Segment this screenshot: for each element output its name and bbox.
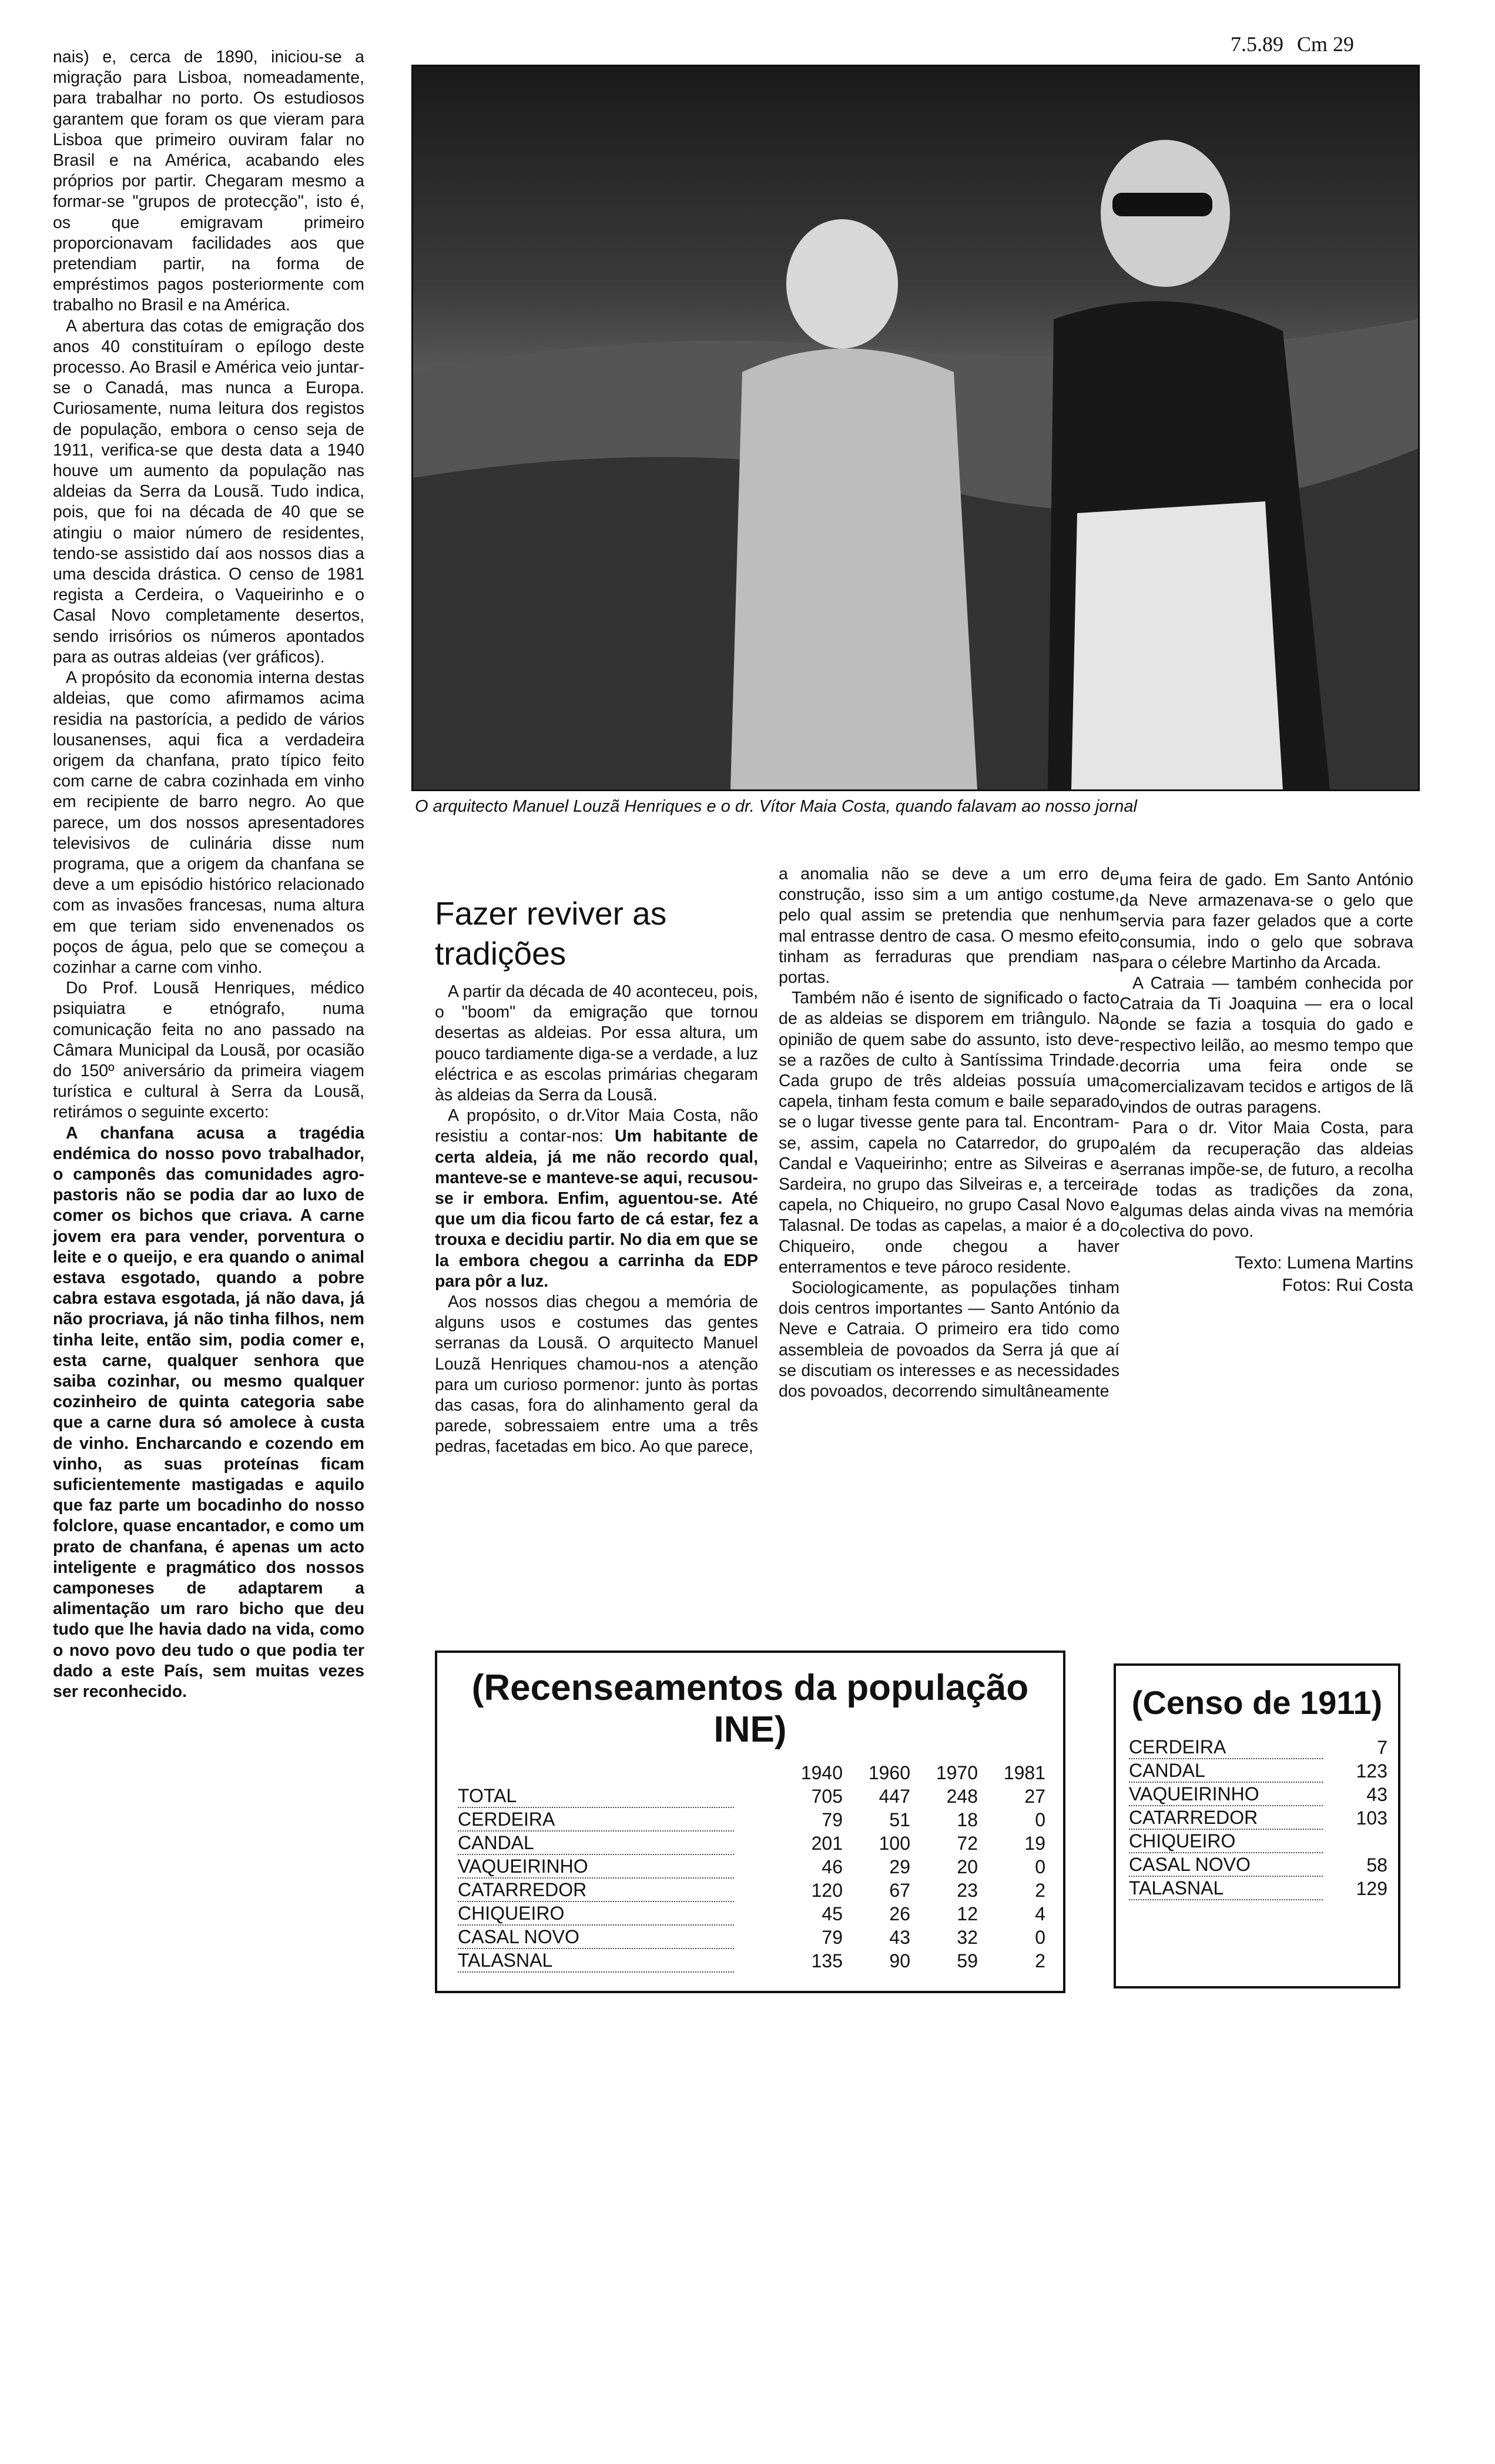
col1-paragraph-3: A propósito da economia interna destas aldeias, que como afirmamos acima residia na pastorícia, a pedido de vários lousanenses, aqui fica a verdadeira origem da chanfana, prato típico feito com carne de cabra cozinhada em vinho em recipiente de barro negro. Ao que parece, um dos nossos apresentadores televisivos de culinária disse num programa, que a origem da chanfana se deve a um episódio histórico relacionado com as invasões francesas, numa altura em que teriam sido envenenados os poços de água, pelo que se começou a cozinhar a carne com vinho. (53, 668, 364, 977)
credit-text: Texto: Lumena Martins (1235, 1253, 1413, 1273)
census-ine-title: (Recenseamentos da população INE) (471, 1668, 1029, 1750)
col1-paragraph-2: A abertura das cotas de emigração dos anos 40 constituíram o epílogo deste processo. Ao Brasil e América veio juntar-se o Canadá, mas nunca a Europa. Curiosamente, numa leitura dos registos de população, embora o censo seja de 1911, verifica-se que desta data a 1940 houve um aumento da população nas aldeias da Serra da Lousã. Tudo indica, pois, que foi na década de 40 que se atingiu o maior número de residentes, tendo-se assistido daí aos nossos dias a uma descida drástica. O censo de 1981 regista a Cerdeira, o Vaqueirinho e o Casal Novo completamente desertos, sendo irrisórios os números apontados para as outras aldeias (ver gráficos). (53, 316, 364, 667)
col1-quote: A chanfana acusa a tragédia endémica do nosso povo trabalhador, o camponês das comunidades agro-pastoris não se podia dar ao luxo de comer os bichos que criava. A carne jovem era para vender, porventura o leite e o queijo, e era quando o animal estava esgotado, quando a pobre cabra estava esgotada, já não dava, já não procriava, já não tinha filhos, nem tinha leite, então sim, podia comer e, esta carne, qualquer senhora que saiba cozinhar, ou mesmo qualquer cozinheiro de quinta categoria sabe que a carne dura só amolece à custa de vinho. Encharcando e cozendo em vinho, as suas proteínas ficam suficientemente mastigadas e aquilo que faz parte um bocadinho do nosso folclore, quase encantador, e como um prato de chanfana, é apenas um acto inteligente e pragmático dos nossos camponeses de adaptarem a alimentação um raro bicho que deu tudo que lhe havia dado na vida, como o novo povo deu tudo o que podia ter dado a este País, sem muitas vezes ser reconhecido. (53, 1123, 364, 1702)
col2-quote: Um habitante de certa aldeia, já me não recordo qual, manteve-se e manteve-se aqui, recusou-se ir embora. Enfim, aguentou-se. Até que um dia ficou farto de cá estar, fez a trouxa e decidiu partir. No dia em que se la embora chegou a carrinha da EDP para pôr a luz. (435, 1127, 759, 1291)
column-4 (1119, 870, 1413, 1297)
population-value: 248 (946, 1785, 978, 1807)
page-number: Cm 29 (1297, 32, 1355, 56)
population-value: 201 (811, 1832, 843, 1854)
col1-paragraph-4: Do Prof. Lousã Henriques, médico psiquiatra e etnógrafo, numa comunicação feita no ano passado na Câmara Municipal da Lousã, por ocasião do 150º aniversário da primeira viagem turística e cultural à Serra da Lousã, retirámos o seguinte excerto: (53, 979, 364, 1122)
census-1911-row (1129, 1806, 1387, 1830)
population-value: 0 (1035, 1809, 1045, 1830)
census-1911-row (1129, 1853, 1387, 1877)
population-value: 90 (889, 1950, 910, 1971)
population-value: 79 (822, 1809, 843, 1830)
col3-paragraph-2: Também não é isento de significado o facto de as aldeias se disporem em triângulo. Na opinião de quem sabe do assunto, isto deve-se a razões de culto à Santíssima Trindade. Cada grupo de três aldeias possuía uma capela, tinham festa comum e baile separado se o lugar tivesse gente para tal. Encontram-se, assim, capela no Catarredor, do grupo Candal e Vaqueirinho; entre as Silveiras e a Sardeira, no grupo das Silveiras e, a terceira capela, no Chiqueiro, no grupo Casal Novo e Talasnal. De todas as capelas, a maior é a do Chiqueiro, onde chegou a haver enterramentos e teve pároco residente. (779, 989, 1119, 1277)
census-ine-table (458, 1761, 1045, 1973)
census-1911-row (1129, 1877, 1387, 1900)
population-value: 23 (957, 1879, 978, 1901)
population-value: 67 (889, 1879, 910, 1901)
village-name: VAQUEIRINHO (1129, 1783, 1323, 1806)
credits (1119, 1252, 1413, 1297)
village-name: CERDEIRA (458, 1809, 734, 1832)
village-name: CANDAL (1129, 1760, 1323, 1783)
village-name: TALASNAL (1129, 1877, 1323, 1900)
col4-paragraph-2: A Catraia — também conhecida por Catraia da Ti Joaquina — era o local onde se fazia a tosquia do gado e respectivo leilão, ao mesmo tempo que decorria uma feira onde se comercializavam tecidos e artigos de lã vindos de outras paragens. (1119, 974, 1413, 1117)
census-ine-row (458, 1926, 1045, 1949)
census-ine-row (458, 1808, 1045, 1832)
column-2-body (435, 982, 758, 1458)
census-ine-header (458, 1761, 1045, 1785)
population-value: 2 (1035, 1879, 1045, 1901)
photo-image (413, 66, 1418, 789)
population-value: 12 (957, 1903, 978, 1924)
population-value: 19 (1024, 1832, 1045, 1854)
population-value: 46 (822, 1856, 843, 1877)
census-1911-title: (Censo de 1911) (1131, 1684, 1383, 1721)
year-1970: 1970 (936, 1762, 978, 1783)
census-1911-table (1129, 1736, 1387, 1900)
population-value: 72 (957, 1832, 978, 1854)
village-name: CANDAL (458, 1832, 734, 1855)
col2-paragraph-2-intro: A propósito, o dr.Vitor Maia Costa, não resistiu a contar-nos: (435, 1106, 758, 1146)
population-value (1352, 1830, 1387, 1853)
page-date (1231, 32, 1354, 56)
population-value: 103 (1356, 1807, 1387, 1829)
population-value: 29 (889, 1856, 910, 1877)
col1-paragraph-1: nais) e, cerca de 1890, iniciou-se a migração para Lisboa, nomeadamente, para trabalhar no porto. Os estudiosos garantem que foram os que vieram para Lisboa que primeiro ouviram falar no Brasil e na América, acabando eles próprios por partir. Chegaram mesmo a formar-se "grupos de protecção", isto é, os que emigravam primeiro proporcionavam facilidades aos que pretendiam partir, na forma de empréstimos pagos posteriormente com trabalho no Brasil e na América. (53, 48, 364, 315)
col4-paragraph-1: uma feira de gado. Em Santo António da Neve armazenava-se o gelo que servia para fazer gelados que a corte consumia, indo o gelo que sobrava para o célebre Martinho da Arcada. (1119, 871, 1413, 972)
year-1940: 1940 (800, 1762, 843, 1783)
population-value: 32 (957, 1926, 978, 1948)
col3-paragraph-3: Sociologicamente, as populações tinham dois centros importantes — Santo António da Neve e Catraia. O primeiro era tido como assembleia de povoados da Serra já que aí se discutiam os interesses e as necessidades dos povoados, decorrendo simultâneamente (779, 1278, 1119, 1401)
census-ine-row (458, 1785, 1045, 1808)
village-name: CASAL NOVO (1129, 1854, 1323, 1877)
population-value: 26 (889, 1903, 910, 1924)
population-value: 705 (811, 1785, 843, 1807)
village-name: CERDEIRA (1129, 1736, 1323, 1759)
census-1911-row (1129, 1830, 1387, 1853)
year-1981: 1981 (1003, 1762, 1045, 1783)
population-value: 2 (1035, 1950, 1045, 1971)
year-1960: 1960 (868, 1762, 910, 1783)
population-value: 0 (1035, 1926, 1045, 1948)
population-value: 18 (957, 1809, 978, 1830)
population-value: 59 (957, 1950, 978, 1971)
col2-paragraph-1: A partir da década de 40 aconteceu, pois, o "boom" da emigração que tornou desertas as aldeias. Por essa altura, um pouco tardiamente diga-se a verdade, a luz eléctrica e as escolas primárias chegaram às aldeias da Serra da Lousã. (435, 982, 758, 1105)
population-value: 51 (889, 1809, 910, 1830)
village-name: TOTAL (458, 1785, 734, 1808)
credit-photos: Fotos: Rui Costa (1282, 1275, 1413, 1295)
photo (411, 65, 1420, 791)
population-value: 58 (1366, 1854, 1387, 1876)
census-ine-box (435, 1651, 1065, 1993)
population-value: 123 (1356, 1760, 1387, 1782)
population-value: 27 (1024, 1785, 1045, 1807)
col4-paragraph-3: Para o dr. Vitor Maia Costa, para além da recuperação das aldeias serranas impõe-se, de futuro, a recolha de todas as tradições da zona, algumas delas ainda vivas na memória colectiva do povo. (1119, 1119, 1413, 1241)
population-value: 135 (811, 1950, 843, 1971)
village-name: CATARREDOR (1129, 1807, 1323, 1830)
population-value: 0 (1035, 1856, 1045, 1877)
population-value: 447 (879, 1785, 910, 1807)
population-value: 43 (1366, 1783, 1387, 1805)
census-1911-row (1129, 1736, 1387, 1759)
population-value: 7 (1377, 1736, 1387, 1758)
population-value: 43 (889, 1926, 910, 1948)
census-ine-row (458, 1902, 1045, 1926)
col2-paragraph-3: Aos nossos dias chegou a memória de alguns usos e costumes das gentes serranas da Lousã. O arquitecto Manuel Louzã Henriques chamou-nos a atenção para um curioso pormenor: junto às portas das casas, fora do alinhamento geral da parede, sobressaiem entre uma a três pedras, facetadas em bico. Ao que parece, (435, 1293, 758, 1457)
population-value: 120 (811, 1879, 843, 1901)
census-1911-row (1129, 1759, 1387, 1783)
col3-paragraph-1: a anomalia não se deve a um erro de construção, isso sim a um antigo costume, pelo qual assim se pretendia que nenhum mal entrasse dentro de casa. O mesmo efeito tinham as ferraduras que prendiam nas portas. (779, 865, 1119, 987)
village-name: CHIQUEIRO (458, 1903, 734, 1926)
issue-date: 7.5.89 (1231, 32, 1283, 56)
village-name: CASAL NOVO (458, 1926, 734, 1949)
village-name: TALASNAL (458, 1950, 734, 1973)
column-1 (53, 47, 364, 1702)
population-value: 100 (879, 1832, 910, 1854)
section-headline: Fazer reviver as tradições (435, 895, 667, 972)
census-1911-row (1129, 1783, 1387, 1806)
census-1911-box (1114, 1663, 1400, 1988)
population-value: 4 (1035, 1903, 1045, 1924)
column-2 (435, 893, 758, 973)
population-value: 45 (822, 1903, 843, 1924)
census-ine-row (458, 1855, 1045, 1879)
village-name: CHIQUEIRO (1129, 1830, 1323, 1853)
photo-caption: O arquitecto Manuel Louzã Henriques e o dr. Vítor Maia Costa, quando falavam ao nosso jornal (415, 797, 1137, 816)
population-value: 129 (1356, 1877, 1387, 1899)
population-value: 79 (822, 1926, 843, 1948)
census-ine-row (458, 1879, 1045, 1902)
census-ine-row (458, 1949, 1045, 1973)
population-value: 20 (957, 1856, 978, 1877)
village-name: VAQUEIRINHO (458, 1856, 734, 1879)
village-name: CATARREDOR (458, 1879, 734, 1902)
column-3 (779, 864, 1119, 1402)
census-ine-row (458, 1832, 1045, 1855)
